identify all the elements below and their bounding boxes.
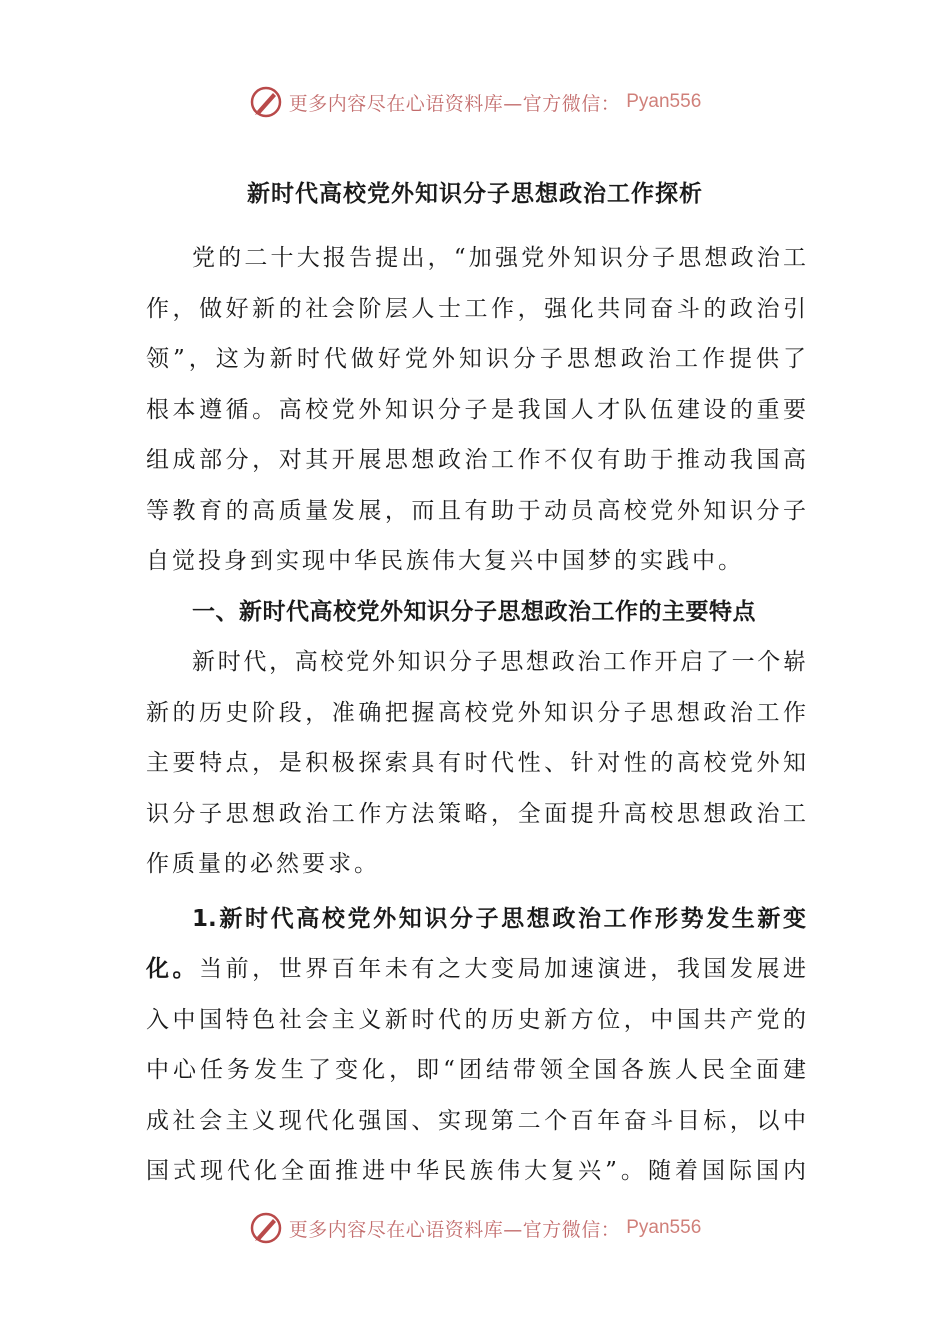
header-watermark: [0, 82, 950, 122]
paragraph-line: 成社会主义现代化强国、实现第二个百年奋斗目标，以中: [146, 1107, 806, 1134]
watermark-brand: Pyan556: [626, 91, 702, 112]
document-title: 新时代高校党外知识分子思想政治工作探析: [247, 181, 703, 207]
paragraph-line: 自觉投身到实现中华民族伟大复兴中国梦的实践中。: [146, 548, 744, 574]
watermark-text: 更多内容尽在心语资料库—官方微信：: [288, 1218, 621, 1241]
paragraph-line: 党的二十大报告提出，“加强党外知识分子思想政治工: [192, 245, 806, 271]
paragraph-line: 根本遵循。高校党外知识分子是我国人才队伍建设的重要: [146, 396, 806, 423]
paragraph-line: 领”，这为新时代做好党外知识分子思想政治工作提供了: [146, 346, 806, 372]
paragraph-line: 作质量的必然要求。: [146, 851, 380, 877]
paragraph-line: [146, 944, 806, 995]
watermark-brand: Pyan556: [626, 1217, 702, 1238]
paragraph-line: 作，做好新的社会阶层人士工作，强化共同奋斗的政治引: [146, 295, 806, 322]
paragraph-line: 识分子思想政治工作方法策略，全面提升高校思想政治工: [146, 800, 806, 827]
document-body: [146, 233, 806, 1197]
paragraph-line: 等教育的高质量发展，而且有助于动员高校党外知识分子: [146, 497, 806, 524]
paragraph-line-rest: 当前，世界百年未有之大变局加速演进，我国发展进: [199, 956, 807, 982]
watermark-text: 更多内容尽在心语资料库—官方微信：: [288, 92, 621, 115]
quill-pen-logo-icon: [249, 85, 283, 119]
subsection-heading: 1.新时代高校党外知识分子思想政治工作形势发生新变: [192, 905, 806, 932]
paragraph-line: 主要特点，是积极探索具有时代性、针对性的高校党外知: [146, 750, 806, 776]
section-heading: 一、新时代高校党外知识分子思想政治工作的主要特点: [192, 598, 756, 625]
subsection-heading-tail: 化。: [146, 956, 200, 982]
paragraph-line: 国式现代化全面推进中华民族伟大复兴”。随着国际国内: [146, 1158, 806, 1184]
footer-watermark: [0, 1208, 950, 1248]
paragraph-line: 入中国特色社会主义新时代的历史新方位，中国共产党的: [146, 1006, 806, 1033]
paragraph-line: 新时代，高校党外知识分子思想政治工作开启了一个崭: [192, 649, 806, 675]
paragraph-line: 新的历史阶段，准确把握高校党外知识分子思想政治工作: [146, 699, 806, 726]
quill-pen-logo-icon: [249, 1211, 283, 1245]
paragraph-line: 组成部分，对其开展思想政治工作不仅有助于推动我国高: [146, 447, 806, 473]
paragraph-line: 中心任务发生了变化，即“团结带领全国各族人民全面建: [146, 1057, 806, 1083]
